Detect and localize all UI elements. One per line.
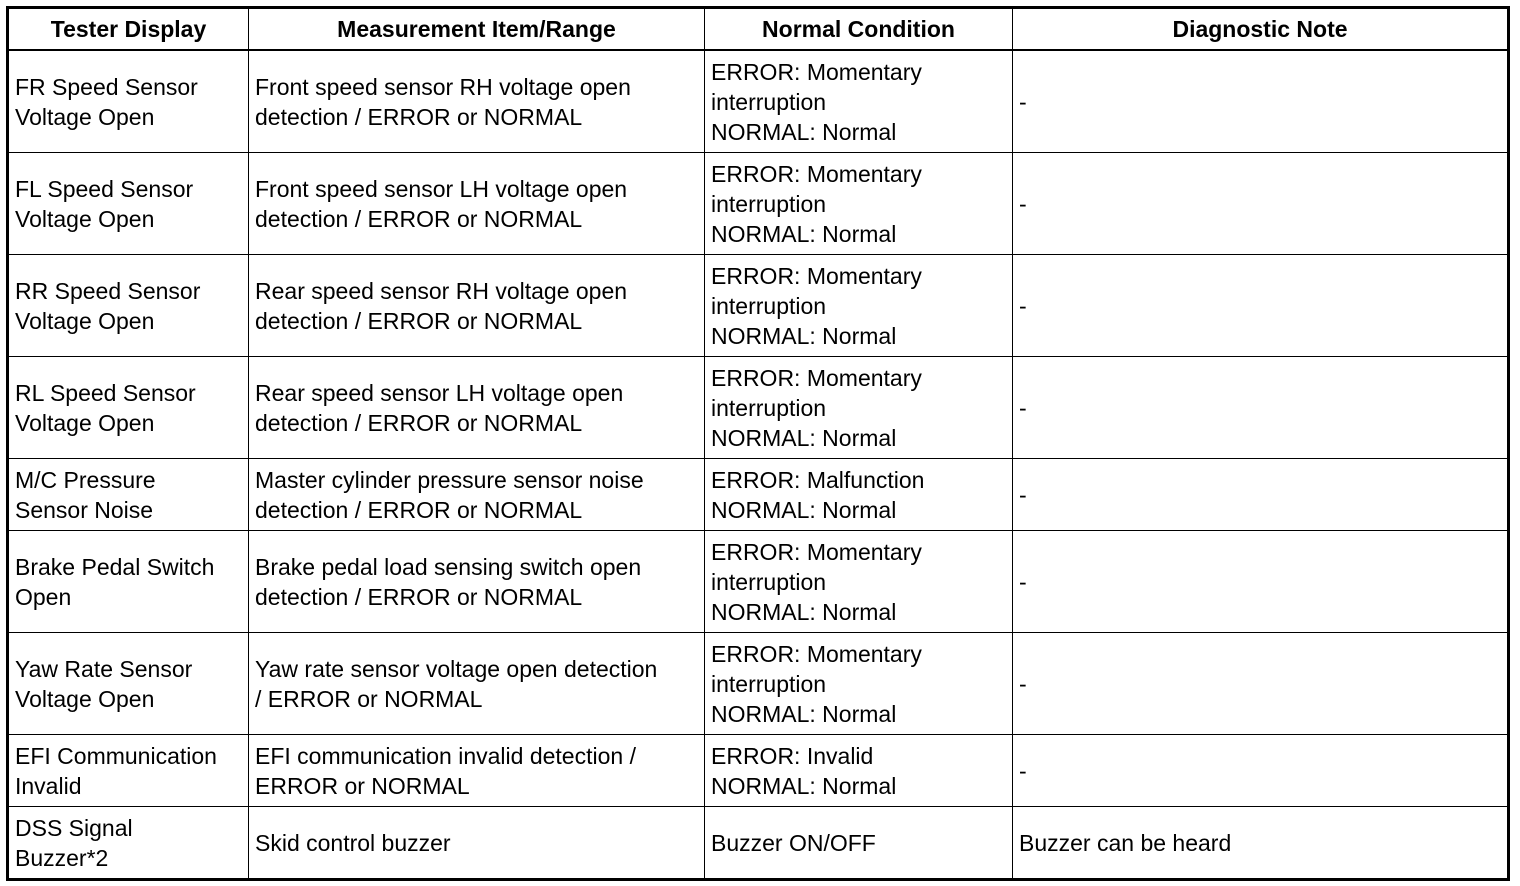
normal-condition-cell (705, 50, 1013, 153)
diagnostic-note-cell (1013, 633, 1509, 735)
normal-condition-line: ERROR: Malfunction (711, 466, 925, 493)
table-row (8, 357, 1509, 459)
measurement-item-cell (249, 255, 705, 357)
measurement-item-line: EFI communication invalid detection / (255, 742, 636, 769)
normal-condition-line: interruption (711, 670, 827, 697)
normal-condition-cell (705, 459, 1013, 531)
column-header-measurement-item: Measurement Item/Range (249, 8, 705, 51)
tester-display-line: Voltage Open (15, 307, 155, 334)
tester-display-line: FL Speed Sensor (15, 175, 194, 202)
measurement-item-line: Front speed sensor LH voltage open (255, 175, 628, 202)
normal-condition-cell (705, 807, 1013, 880)
measurement-item-cell (249, 807, 705, 880)
tester-display-line: Voltage Open (15, 205, 155, 232)
tester-display-line: RR Speed Sensor (15, 277, 201, 304)
tester-display-line: DSS Signal (15, 814, 133, 841)
tester-display-line: Voltage Open (15, 685, 155, 712)
diagnostic-note-line: - (1019, 670, 1027, 697)
normal-condition-cell (705, 531, 1013, 633)
measurement-item-line: detection / ERROR or NORMAL (255, 496, 583, 523)
table-row (8, 633, 1509, 735)
tester-display-line: EFI Communication (15, 742, 217, 769)
table-row (8, 255, 1509, 357)
tester-display-line: Sensor Noise (15, 496, 154, 523)
diagnostic-note-line: - (1019, 757, 1027, 784)
normal-condition-cell (705, 153, 1013, 255)
normal-condition-line: NORMAL: Normal (711, 700, 897, 727)
tester-display-line: FR Speed Sensor (15, 73, 198, 100)
tester-display-cell (8, 357, 249, 459)
normal-condition-cell (705, 633, 1013, 735)
tester-display-line: Buzzer*2 (15, 844, 109, 871)
normal-condition-line: NORMAL: Normal (711, 424, 897, 451)
diagnostic-note-line: Buzzer can be heard (1019, 829, 1232, 856)
diagnostic-note-cell (1013, 50, 1509, 153)
normal-condition-line: ERROR: Momentary (711, 262, 922, 289)
normal-condition-line: interruption (711, 292, 827, 319)
measurement-item-line: Skid control buzzer (255, 829, 451, 856)
tester-display-line: Invalid (15, 772, 82, 799)
diagnostic-note-line: - (1019, 190, 1027, 217)
diagnostic-note-line: - (1019, 568, 1027, 595)
normal-condition-line: Buzzer ON/OFF (711, 829, 876, 856)
normal-condition-line: NORMAL: Normal (711, 598, 897, 625)
diagnostic-note-cell (1013, 153, 1509, 255)
measurement-item-cell (249, 153, 705, 255)
diagnostic-note-cell (1013, 357, 1509, 459)
measurement-item-line: detection / ERROR or NORMAL (255, 583, 583, 610)
normal-condition-line: ERROR: Momentary (711, 58, 922, 85)
measurement-item-cell (249, 459, 705, 531)
table-header-row (8, 8, 1509, 51)
table-row (8, 735, 1509, 807)
column-header-normal-condition: Normal Condition (705, 8, 1013, 51)
tester-display-line: Brake Pedal Switch (15, 553, 215, 580)
measurement-item-cell (249, 50, 705, 153)
table-row (8, 531, 1509, 633)
normal-condition-line: ERROR: Momentary (711, 538, 922, 565)
measurement-item-line: / ERROR or NORMAL (255, 685, 483, 712)
normal-condition-line: interruption (711, 88, 827, 115)
normal-condition-line: NORMAL: Normal (711, 220, 897, 247)
table-row (8, 50, 1509, 153)
measurement-item-line: Yaw rate sensor voltage open detection (255, 655, 658, 682)
normal-condition-line: ERROR: Momentary (711, 160, 922, 187)
column-header-tester-display: Tester Display (8, 8, 249, 51)
diagnostic-note-line: - (1019, 481, 1027, 508)
normal-condition-line: NORMAL: Normal (711, 496, 897, 523)
normal-condition-cell (705, 357, 1013, 459)
measurement-item-cell (249, 531, 705, 633)
measurement-item-line: ERROR or NORMAL (255, 772, 470, 799)
measurement-item-line: Brake pedal load sensing switch open (255, 553, 642, 580)
normal-condition-line: NORMAL: Normal (711, 322, 897, 349)
table-row (8, 459, 1509, 531)
measurement-item-cell (249, 357, 705, 459)
tester-display-cell (8, 807, 249, 880)
normal-condition-line: interruption (711, 190, 827, 217)
tester-display-cell (8, 255, 249, 357)
tester-display-line: Yaw Rate Sensor (15, 655, 193, 682)
normal-condition-cell (705, 735, 1013, 807)
diagnostic-note-cell (1013, 459, 1509, 531)
measurement-item-line: Rear speed sensor RH voltage open (255, 277, 628, 304)
tester-display-line: Voltage Open (15, 103, 155, 130)
normal-condition-line: ERROR: Momentary (711, 640, 922, 667)
measurement-item-line: Master cylinder pressure sensor noise (255, 466, 644, 493)
tester-display-cell (8, 50, 249, 153)
normal-condition-line: ERROR: Invalid (711, 742, 874, 769)
tester-display-cell (8, 735, 249, 807)
table-row (8, 807, 1509, 880)
tester-display-cell (8, 531, 249, 633)
measurement-item-line: detection / ERROR or NORMAL (255, 103, 583, 130)
tester-display-line: M/C Pressure (15, 466, 156, 493)
normal-condition-cell (705, 255, 1013, 357)
tester-display-line: RL Speed Sensor (15, 379, 196, 406)
normal-condition-line: NORMAL: Normal (711, 118, 897, 145)
normal-condition-line: NORMAL: Normal (711, 772, 897, 799)
tester-display-cell (8, 459, 249, 531)
measurement-item-line: Rear speed sensor LH voltage open (255, 379, 624, 406)
tester-display-cell (8, 153, 249, 255)
normal-condition-line: interruption (711, 394, 827, 421)
diagnostic-note-cell (1013, 255, 1509, 357)
measurement-item-cell (249, 633, 705, 735)
tester-display-line: Voltage Open (15, 409, 155, 436)
normal-condition-line: ERROR: Momentary (711, 364, 922, 391)
column-header-diagnostic-note: Diagnostic Note (1013, 8, 1509, 51)
measurement-item-line: detection / ERROR or NORMAL (255, 409, 583, 436)
table-row (8, 153, 1509, 255)
normal-condition-line: interruption (711, 568, 827, 595)
diagnostic-note-line: - (1019, 394, 1027, 421)
diagnostic-note-cell (1013, 807, 1509, 880)
tester-display-line: Open (15, 583, 72, 610)
diagnostic-note-line: - (1019, 292, 1027, 319)
diagnostic-note-line: - (1019, 88, 1027, 115)
tester-display-cell (8, 633, 249, 735)
measurement-item-line: Front speed sensor RH voltage open (255, 73, 631, 100)
diagnostic-note-cell (1013, 531, 1509, 633)
measurement-item-line: detection / ERROR or NORMAL (255, 307, 583, 334)
measurement-item-line: detection / ERROR or NORMAL (255, 205, 583, 232)
diagnostic-note-cell (1013, 735, 1509, 807)
diagnostic-data-table (6, 6, 1510, 881)
measurement-item-cell (249, 735, 705, 807)
